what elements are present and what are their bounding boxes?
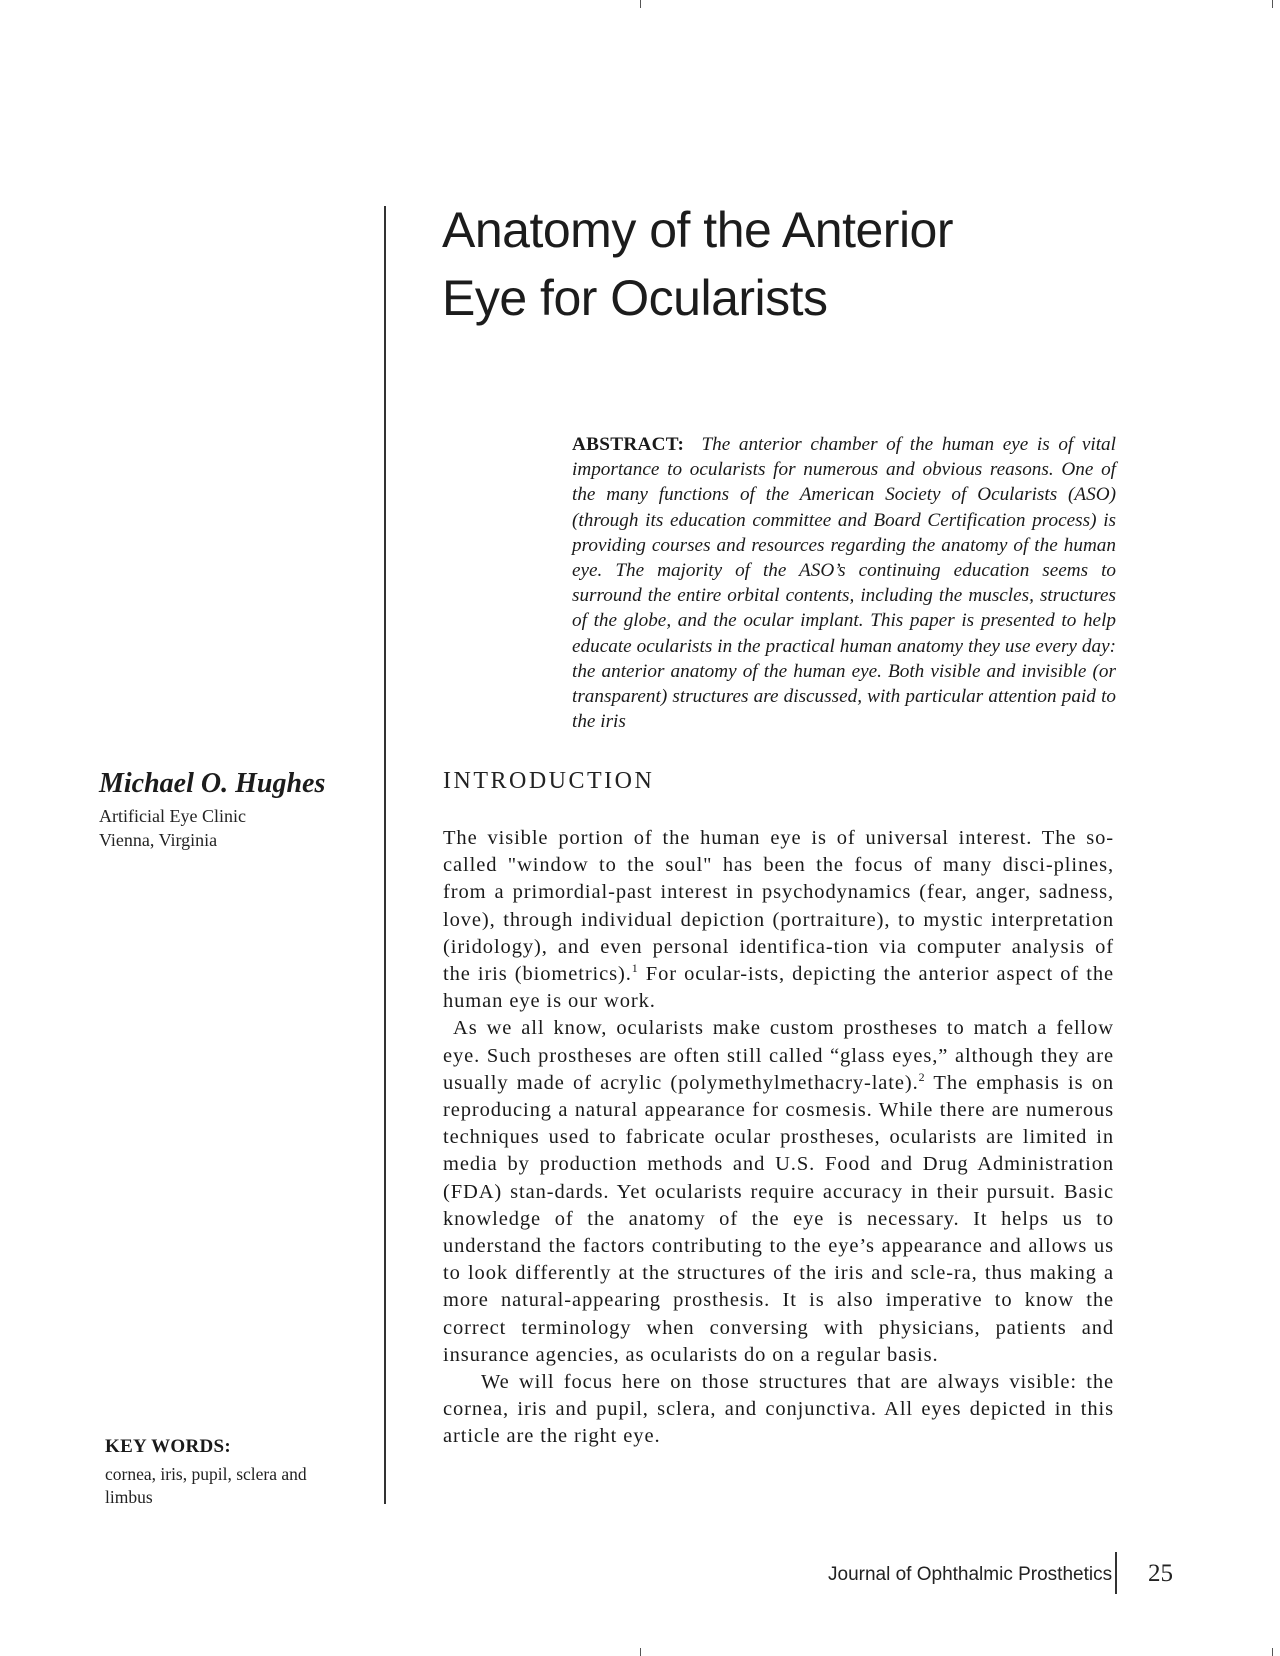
paragraph [443, 1015, 1114, 1369]
paragraph-text: The visible portion of the human eye is of universal interest. The so-called "window to the soul" has been the focus of many disci-plines, from a primordial-past interest in psychodynamics (fear, anger, sadness, love), through individual depiction (portraiture), to mystic interpretation (iridology), and even personal identifica-tion via computer analysis of the iris (biometrics). [443, 827, 1114, 986]
paragraph [443, 825, 1114, 1015]
keywords-text: cornea, iris, pupil, sclera and limbus [105, 1464, 307, 1507]
abstract-text: The anterior chamber of the human eye is of vital importance to ocularists for numerous and obvious reasons. One of the many functions of the American Society of Ocularists (ASO) (through its education committee and Board Certification process) is providing courses and resources regarding the anatomy of the human eye. The majority of the ASO’s continuing education seems to surround the entire orbital contents, including the muscles, structures of the globe, and the ocular implant. This paper is presented to help educate ocularists in the practical human anatomy they use every day: the anterior anatomy of the human eye. Both visible and invisible (or transparent) structures are discussed, with particular attention paid to the iris [572, 434, 1116, 733]
paragraph-text: We will focus here on those structures that are always visible: the cornea, iris and pupil, sclera, and conjunctiva. All eyes depicted in this article are the right eye. [443, 1371, 1114, 1448]
crop-mark-bottom-center [640, 1648, 641, 1656]
author-name: Michael O. Hughes [99, 768, 326, 799]
footer-divider [1115, 1552, 1117, 1594]
author-affiliation-line-1: Artificial Eye Clinic [99, 806, 246, 826]
abstract [572, 432, 1116, 734]
crop-mark-top-right [1272, 0, 1273, 8]
footer-journal-name: Journal of Ophthalmic Prosthetics [828, 1564, 1113, 1585]
paragraph [443, 1369, 1114, 1451]
paragraph-text: For ocular-ists, depicting the anterior aspect of the human eye is our work. [443, 963, 1114, 1013]
title-line-2: Eye for Ocularists [442, 270, 828, 326]
page-number: 25 [1148, 1560, 1173, 1587]
author-affiliation-line-2: Vienna, Virginia [99, 830, 218, 850]
reference-marker: 2 [918, 1069, 926, 1084]
column-divider [384, 206, 386, 1504]
paragraph-text: The emphasis is on reproducing a natural appearance for cosmesis. While there are numerous techniques used to fabricate ocular prostheses, ocularists are limited in media by production methods and U.S. Food and Drug Administration (FDA) stan-dards. Yet ocularists require accuracy in their pursuit. Basic knowledge of the anatomy of the eye is necessary. It helps us to understand the factors contributing to the eye’s appearance and allows us to look differently at the structures of the iris and scle-ra, thus making a more natural-appearing prosthesis. It is also imperative to know the correct terminology when conversing with physicians, patients and insurance agencies, as ocularists do on a regular basis. [443, 1071, 1114, 1366]
abstract-label: ABSTRACT: [572, 434, 685, 455]
crop-mark-top-center [640, 0, 641, 8]
crop-mark-bottom-right [1272, 1648, 1273, 1656]
keywords-label: KEY WORDS: [105, 1436, 231, 1457]
paragraph-text: As we all know, ocularists make custom prostheses to match a fellow eye. Such prostheses are often still called “glass eyes,” although they are usually made of acrylic (polymethylmethacry-late). [443, 1017, 1114, 1094]
introduction-body [443, 825, 1114, 1451]
section-heading-introduction: INTRODUCTION [443, 768, 655, 794]
article-title [442, 196, 1202, 332]
title-line-1: Anatomy of the Anterior [442, 202, 954, 258]
reference-marker: 1 [631, 961, 639, 976]
